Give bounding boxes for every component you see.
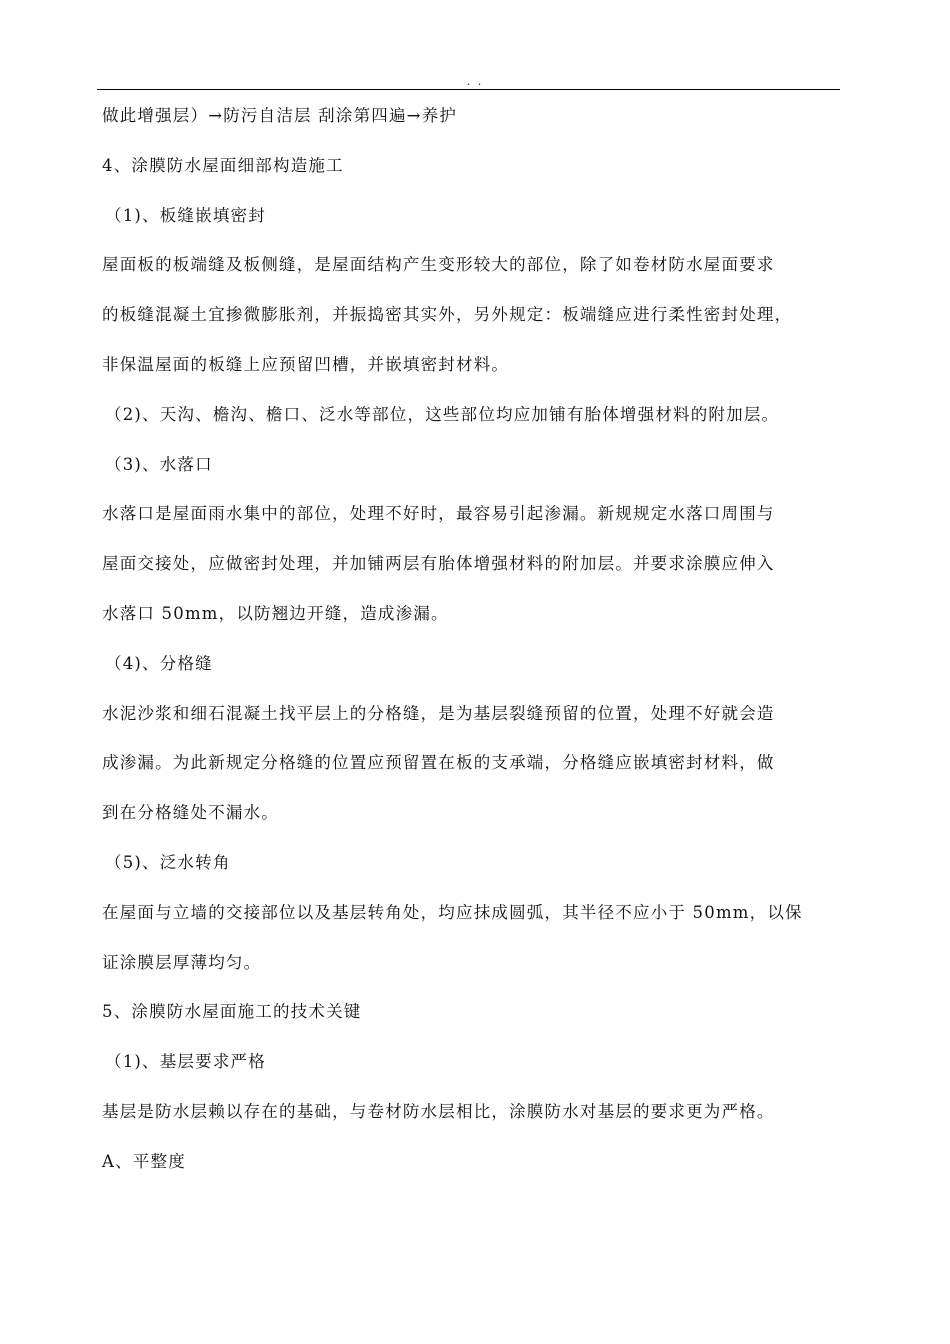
paragraph-line: 非保温屋面的板缝上应预留凹槽，并嵌填密封材料。 <box>102 354 510 374</box>
document-body <box>102 100 847 1196</box>
paragraph-line: 水落口 50mm，以防翘边开缝，造成渗漏。 <box>102 603 449 623</box>
subsection-heading: （5)、泛水转角 <box>105 852 231 872</box>
paragraph-line: 证涂膜层厚薄均匀。 <box>102 952 262 972</box>
section-heading: 5、涂膜防水屋面施工的技术关键 <box>102 1002 362 1022</box>
paragraph-line: 基层是防水层赖以存在的基础，与卷材防水层相比，涂膜防水对基层的要求更为严格。 <box>102 1101 775 1121</box>
paragraph-line: 屋面板的板端缝及板侧缝，是屋面结构产生变形较大的部位，除了如卷材防水屋面要求 <box>102 255 775 275</box>
subsection-heading: （4)、分格缝 <box>105 653 213 673</box>
subsection-heading: （1)、基层要求严格 <box>105 1052 266 1072</box>
paragraph-line: 在屋面与立墙的交接部位以及基层转角处，均应抹成圆弧，其半径不应小于 50mm，以保 <box>102 902 803 922</box>
paragraph-line: 到在分格缝处不漏水。 <box>102 803 279 823</box>
header-dots: . . <box>466 75 484 88</box>
subsection-heading: （2)、天沟、檐沟、檐口、泛水等部位，这些部位均应加铺有胎体增强材料的附加层。 <box>105 404 780 424</box>
paragraph-line: 水泥沙浆和细石混凝土找平层上的分格缝，是为基层裂缝预留的位置，处理不好就会造 <box>102 703 775 723</box>
subsection-heading: （1)、板缝嵌填密封 <box>105 205 266 225</box>
paragraph-line: 水落口是屋面雨水集中的部位，处理不好时，最容易引起渗漏。新规规定水落口周围与 <box>102 504 775 524</box>
paragraph-line: 屋面交接处，应做密封处理，并加铺两层有胎体增强材料的附加层。并要求涂膜应伸入 <box>102 554 775 574</box>
paragraph-line: 的板缝混凝土宜掺微膨胀剂，并振捣密其实外，另外规定：板端缝应进行柔性密封处理， <box>102 305 793 325</box>
section-heading: 4、涂膜防水屋面细部构造施工 <box>102 155 344 175</box>
item-heading: A、平整度 <box>102 1151 186 1171</box>
subsection-heading: （3)、水落口 <box>105 454 213 474</box>
header-rule <box>97 89 840 90</box>
text-line: 做此增强层）→防污自洁层 刮涂第四遍→养护 <box>102 106 458 125</box>
paragraph-line: 成渗漏。为此新规定分格缝的位置应预留置在板的支承端，分格缝应嵌填密封材料，做 <box>102 753 775 773</box>
